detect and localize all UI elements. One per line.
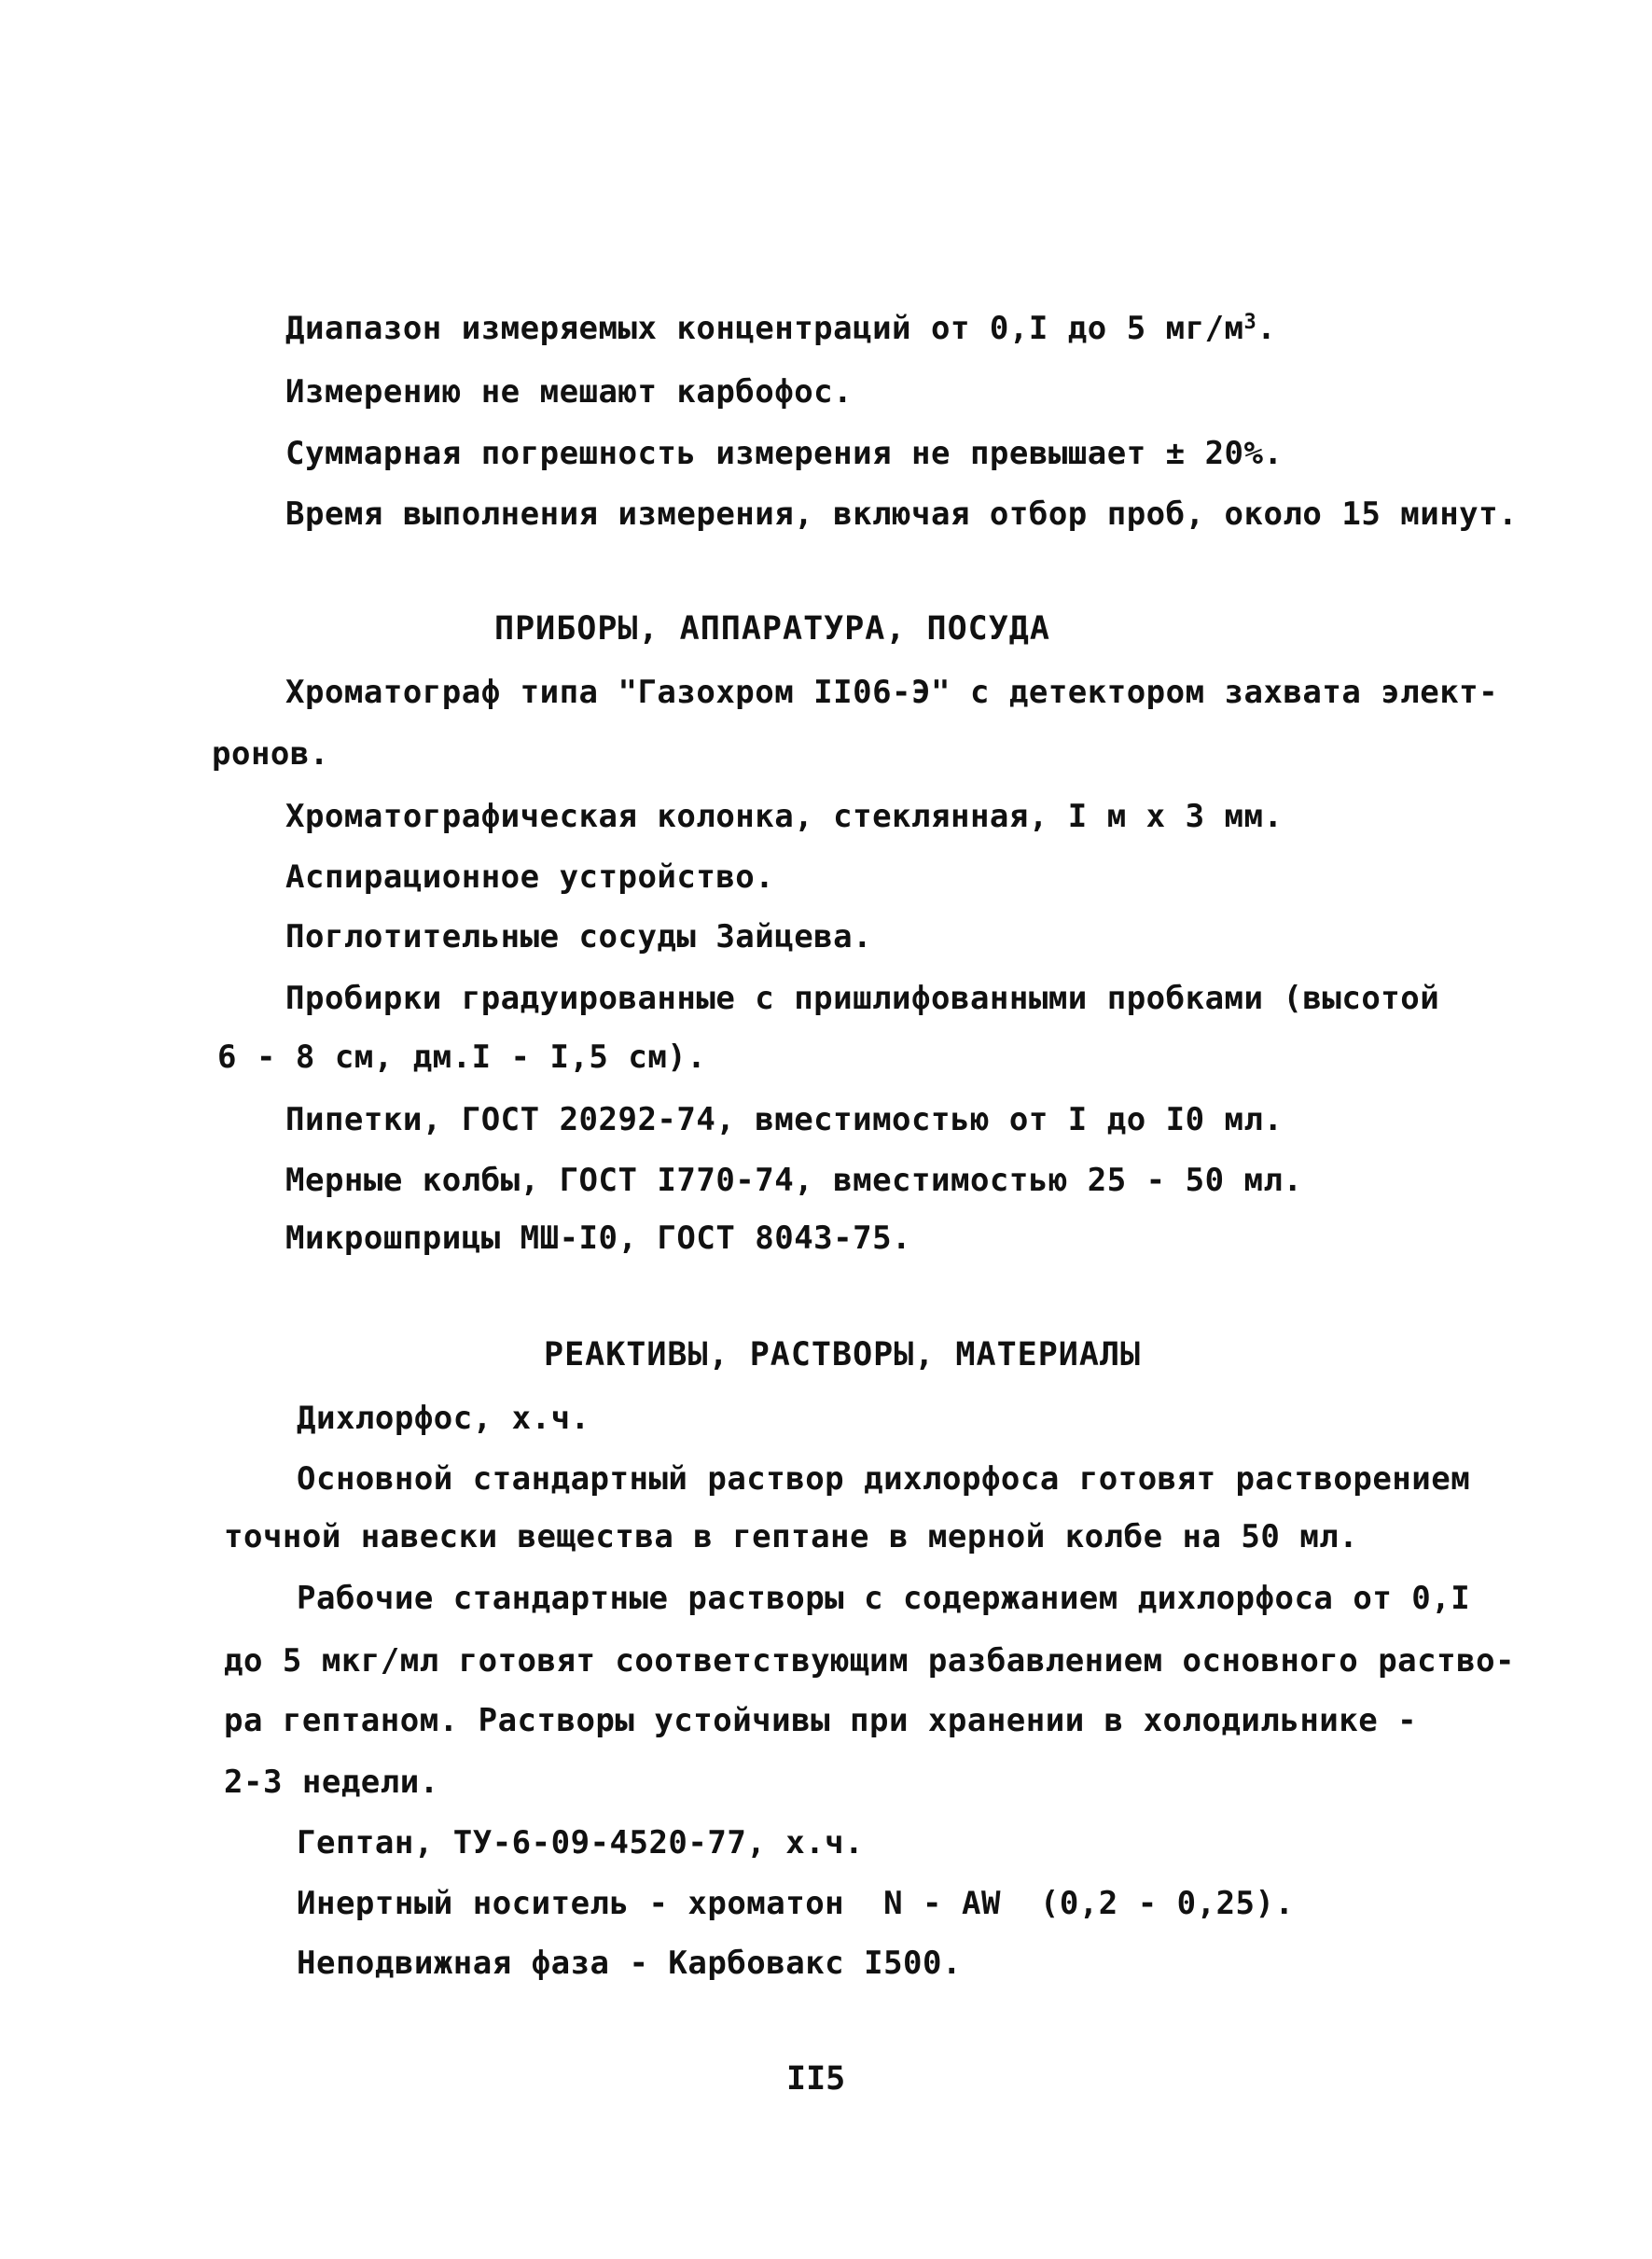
vessels-text: Поглотительные сосуды Зайцева. (285, 918, 873, 955)
carrier-text: Инертный носитель - хроматон N - AW (0,2 - 0,25). (297, 1885, 1295, 1922)
error-text: Суммарная погрешность измерения не превышает ± 20%. (285, 435, 1284, 472)
working-line-2: до 5 мкг/мл готовят соответствующим разбавлением основного раство- (224, 1642, 1516, 1680)
column-text: Хроматографическая колонка, стеклянная, I м x 3 мм. (285, 798, 1284, 835)
tubes-line-2: 6 - 8 см, дм.I - I,5 см). (217, 1039, 707, 1076)
interference-text: Измерению не мешают карбофос. (285, 373, 854, 411)
heptane-text: Гептан, ТУ-6-09-4520-77, х.ч. (297, 1824, 865, 1862)
tubes-line-1: Пробирки градуированные с пришлифованными пробками (высотой (285, 980, 1440, 1017)
range-prefix: Диапазон измеряемых концентраций от 0,I до 5 мг/м (285, 310, 1244, 347)
stock-line-2: точной навески вещества в гептане в мерной колбе на 50 мл. (224, 1518, 1359, 1555)
dichlorvos-text: Дихлорфос, х.ч. (297, 1400, 590, 1437)
range-suffix: . (1256, 310, 1277, 347)
page-number: II5 (786, 2060, 846, 2098)
aspirator-text: Аспирационное устройство. (285, 858, 775, 896)
time-text: Время выполнения измерения, включая отбор проб, около 15 минут. (285, 495, 1519, 533)
flasks-text: Мерные колбы, ГОСТ I770-74, вместимостью 25 - 50 мл. (285, 1162, 1303, 1199)
stationary-phase-text: Неподвижная фаза - Карбовакс I500. (297, 1945, 962, 1982)
reagents-heading: РЕАКТИВЫ, РАСТВОРЫ, МАТЕРИАЛЫ (544, 1336, 1142, 1374)
syringes-text: Микрошприцы МШ-I0, ГОСТ 8043-75. (285, 1220, 912, 1257)
working-line-3: ра гептаном. Растворы устойчивы при хранении в холодильнике - (224, 1702, 1418, 1739)
working-line-4: 2-3 недели. (224, 1764, 439, 1801)
pipettes-text: Пипетки, ГОСТ 20292-74, вместимостью от I до I0 мл. (285, 1101, 1284, 1138)
chromatograph-line-2: ронов. (212, 735, 329, 773)
working-line-1: Рабочие стандартные растворы с содержанием дихлорфоса от 0,I (297, 1580, 1471, 1617)
range-superscript: 3 (1243, 311, 1257, 334)
equipment-heading: ПРИБОРЫ, АППАРАТУРА, ПОСУДА (494, 610, 1050, 648)
chromatograph-line-1: Хроматограф типа "Газохром II06-Э" с детектором захвата элект- (285, 674, 1499, 711)
stock-line-1: Основной стандартный раствор дихлорфоса готовят растворением (297, 1460, 1471, 1498)
range-text (285, 310, 1276, 347)
